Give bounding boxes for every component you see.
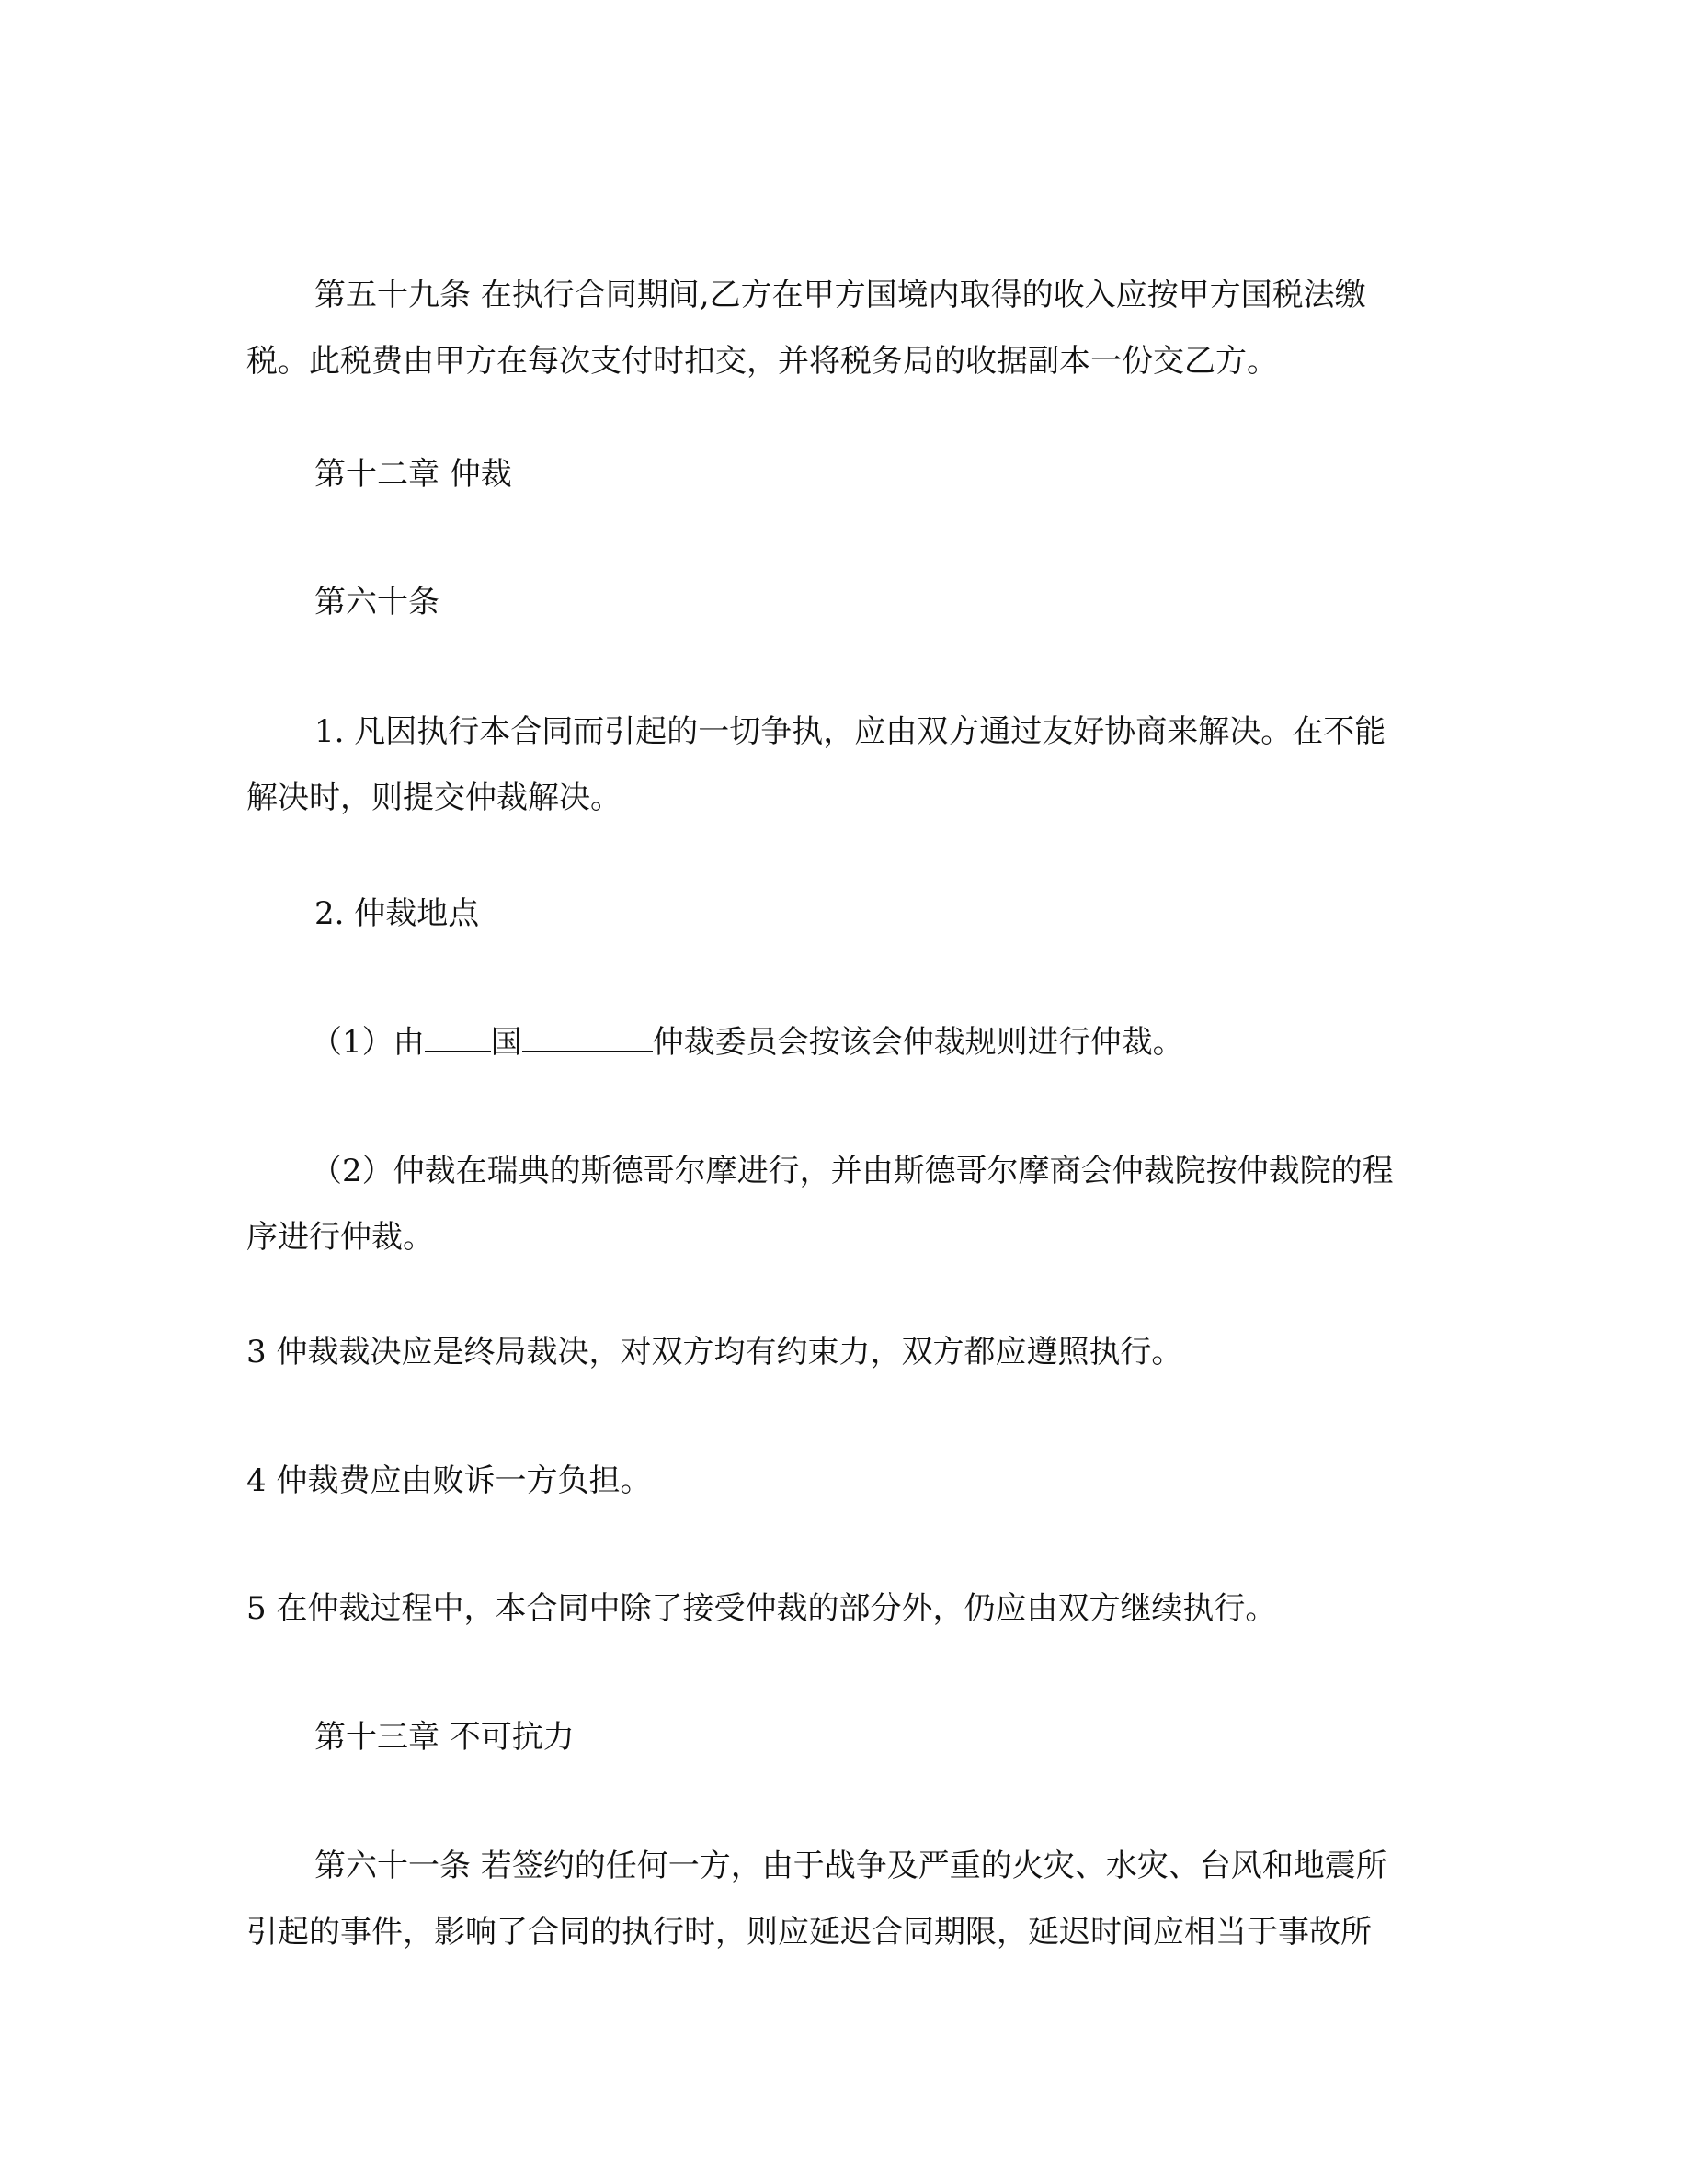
clause-1-line-1: 1. 凡因执行本合同而引起的一切争执，应由双方通过友好协商来解决。在不能 xyxy=(314,713,1386,750)
commission-blank xyxy=(522,1023,653,1052)
article-59-line-2: 税。此税费由甲方在每次支付时扣交，并将税务局的收据副本一份交乙方。 xyxy=(246,343,1278,380)
article-61 xyxy=(246,1833,1442,1965)
article-60-clause-2: 2. 仲裁地点 xyxy=(314,895,480,932)
article-60-clause-3: 3 仲裁裁决应是终局裁决，对双方均有约束力，双方都应遵照执行。 xyxy=(246,1334,1183,1371)
option-1-part-a: （1）由 xyxy=(311,1024,425,1061)
arbitration-option-1 xyxy=(246,1009,1442,1075)
option-2-line-2: 序进行仲裁。 xyxy=(246,1219,434,1256)
article-61-line-1: 第六十一条 若签约的任何一方，由于战争及严重的火灾、水灾、台风和地震所 xyxy=(314,1848,1387,1884)
country-blank xyxy=(425,1023,491,1052)
chapter-12-heading: 第十二章 仲裁 xyxy=(314,456,512,493)
option-1-part-b: 国 xyxy=(490,1024,522,1061)
arbitration-option-2 xyxy=(246,1138,1442,1270)
option-1-part-c: 仲裁委员会按该会仲裁规则进行仲裁。 xyxy=(652,1024,1184,1061)
article-60-clause-5: 5 在仲裁过程中，本合同中除了接受仲裁的部分外，仍应由双方继续执行。 xyxy=(246,1590,1277,1627)
clause-1-line-2: 解决时，则提交仲裁解决。 xyxy=(246,779,622,816)
article-61-line-2: 引起的事件，影响了合同的执行时，则应延迟合同期限，延迟时间应相当于事故所 xyxy=(246,1914,1372,1951)
document-page xyxy=(246,0,1442,2184)
article-60-clause-4: 4 仲裁费应由败诉一方负担。 xyxy=(246,1462,652,1499)
option-2-line-1: （2）仲裁在瑞典的斯德哥尔摩进行，并由斯德哥尔摩商会仲裁院按仲裁院的程 xyxy=(311,1153,1394,1189)
article-59 xyxy=(246,262,1442,394)
chapter-13-heading: 第十三章 不可抗力 xyxy=(314,1719,575,1756)
article-59-line-1: 第五十九条 在执行合同期间,乙方在甲方国境内取得的收入应按甲方国税法缴 xyxy=(314,277,1366,313)
article-60-heading: 第六十条 xyxy=(314,584,439,620)
article-60-clause-1 xyxy=(246,699,1442,831)
